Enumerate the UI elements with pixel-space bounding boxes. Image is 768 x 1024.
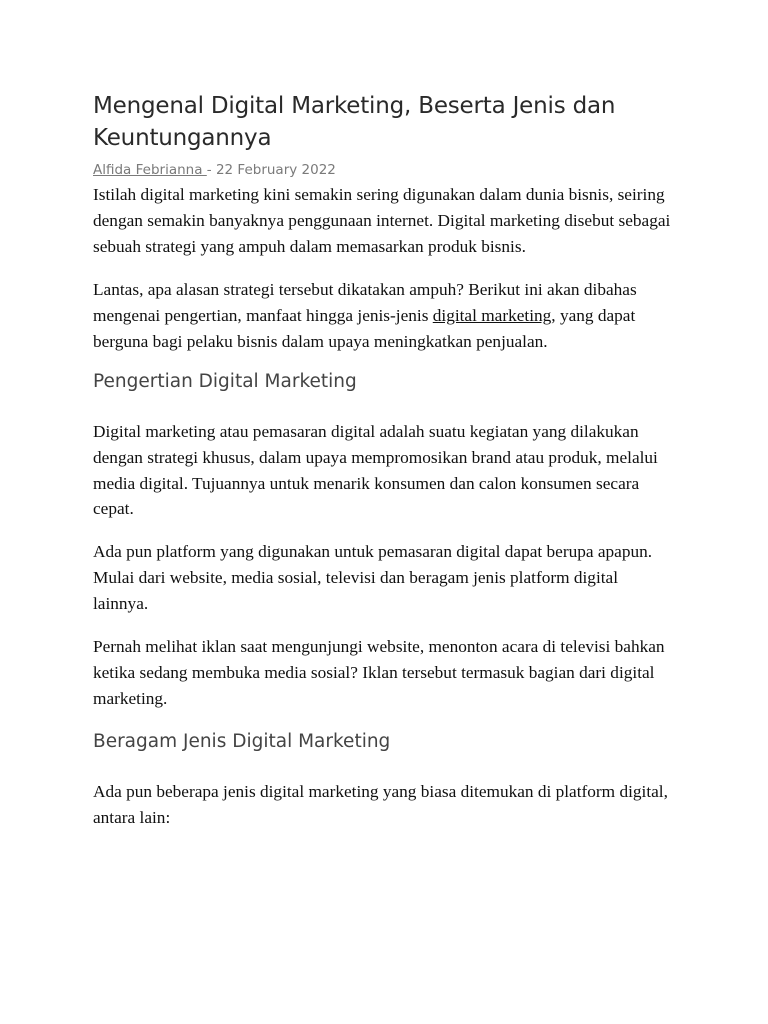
digital-marketing-link[interactable]: digital marketing bbox=[432, 305, 552, 325]
paragraph-line: antara lain: bbox=[93, 807, 171, 827]
text-after-link: , yang dapat bbox=[551, 305, 636, 325]
byline bbox=[93, 160, 336, 180]
article-title bbox=[93, 90, 683, 154]
publish-date: 22 February 2022 bbox=[215, 162, 336, 178]
paragraph-line: Lantas, apa alasan strategi tersebut dikatakan ampuh? Berikut ini akan dibahas bbox=[93, 280, 637, 299]
paragraph-line: Istilah digital marketing kini semakin sering digunakan dalam dunia bisnis, seiring bbox=[93, 185, 665, 204]
paragraph-line: berguna bagi pelaku bisnis dalam upaya meningkatkan penjualan. bbox=[93, 331, 548, 351]
paragraph-line: cepat. bbox=[93, 499, 134, 519]
paragraph-line: Ada pun beberapa jenis digital marketing yang biasa ditemukan di platform digital, bbox=[93, 782, 668, 801]
byline-separator: - bbox=[206, 162, 212, 178]
paragraph-line: media digital. Tujuannya untuk menarik konsumen dan calon konsumen secara bbox=[93, 473, 640, 493]
paragraph-line bbox=[93, 303, 683, 329]
section-heading-jenis: Beragam Jenis Digital Marketing bbox=[93, 731, 391, 752]
intro-paragraph bbox=[93, 182, 683, 259]
section2-paragraph1 bbox=[93, 779, 683, 831]
paragraph-line: dengan semakin banyaknya penggunaan internet. Digital marketing disebut sebagai bbox=[93, 210, 671, 230]
author-link[interactable]: Alfida Febrianna bbox=[93, 162, 207, 178]
paragraph-line: Pernah melihat iklan saat mengunjungi website, menonton acara di televisi bahkan bbox=[93, 637, 665, 656]
article-title-line: Keuntungannya bbox=[93, 125, 272, 151]
section1-paragraph1 bbox=[93, 419, 683, 522]
section1-paragraph3 bbox=[93, 634, 683, 711]
section-heading-pengertian: Pengertian Digital Marketing bbox=[93, 371, 357, 392]
article-title-line: Mengenal Digital Marketing, Beserta Jenis dan bbox=[93, 93, 616, 119]
second-paragraph bbox=[93, 277, 683, 354]
paragraph-line: Mulai dari website, media sosial, televisi dan beragam jenis platform digital bbox=[93, 567, 619, 587]
paragraph-line: ketika sedang membuka media sosial? Iklan tersebut termasuk bagian dari digital bbox=[93, 662, 655, 682]
paragraph-line: lainnya. bbox=[93, 593, 149, 613]
paragraph-line: marketing. bbox=[93, 688, 168, 708]
paragraph-line: Digital marketing atau pemasaran digital adalah suatu kegiatan yang dilakukan bbox=[93, 422, 639, 441]
section1-paragraph2 bbox=[93, 539, 683, 616]
text-before-link: mengenai pengertian, manfaat hingga jenis-jenis bbox=[93, 305, 433, 325]
paragraph-line: sebuah strategi yang ampuh dalam memasarkan produk bisnis. bbox=[93, 236, 526, 256]
paragraph-line: dengan strategi khusus, dalam upaya mempromosikan brand atau produk, melalui bbox=[93, 447, 658, 467]
paragraph-line: Ada pun platform yang digunakan untuk pemasaran digital dapat berupa apapun. bbox=[93, 542, 653, 561]
